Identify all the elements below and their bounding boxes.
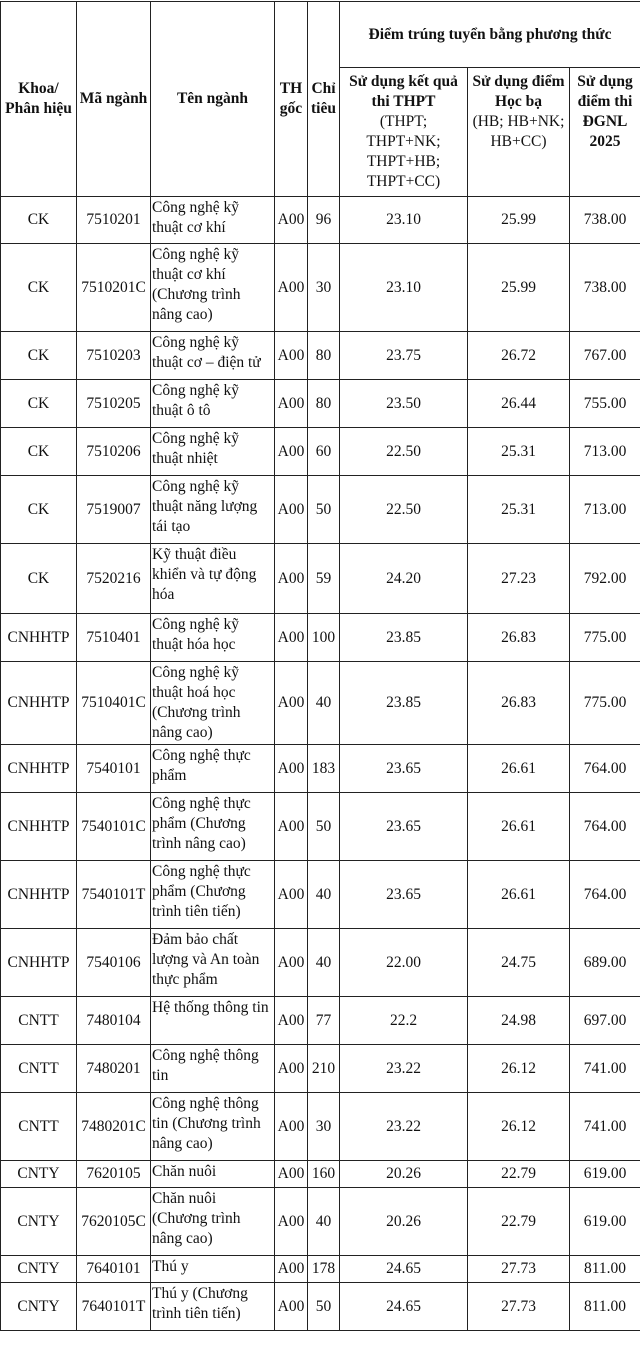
cell-khoa: CNTT bbox=[1, 1093, 77, 1161]
cell-diem-hocba: 25.99 bbox=[468, 197, 570, 244]
col-header-hocba bbox=[468, 68, 570, 197]
table-row bbox=[1, 544, 640, 614]
table-row bbox=[1, 614, 640, 662]
cell-khoa: CNHHTP bbox=[1, 929, 77, 997]
cell-diem-hocba: 26.83 bbox=[468, 662, 570, 745]
cell-diem-hocba: 24.98 bbox=[468, 997, 570, 1045]
cell-diem-dgnl: 775.00 bbox=[570, 662, 640, 745]
table-row bbox=[1, 428, 640, 476]
cell-khoa: CNTY bbox=[1, 1283, 77, 1331]
cell-diem-dgnl: 689.00 bbox=[570, 929, 640, 997]
cell-ma-nganh: 7480104 bbox=[77, 997, 151, 1045]
cell-chi-tieu: 40 bbox=[308, 861, 340, 929]
cell-diem-hocba: 25.99 bbox=[468, 244, 570, 332]
cell-diem-thpt: 23.75 bbox=[340, 332, 468, 380]
cell-khoa: CK bbox=[1, 544, 77, 614]
cell-th-goc: A00 bbox=[275, 1093, 308, 1161]
cell-ten-nganh: Kỹ thuật điều khiển và tự động hóa bbox=[151, 544, 275, 614]
cell-ma-nganh: 7480201 bbox=[77, 1045, 151, 1093]
cell-th-goc: A00 bbox=[275, 380, 308, 428]
cell-diem-thpt: 23.10 bbox=[340, 244, 468, 332]
cell-chi-tieu: 100 bbox=[308, 614, 340, 662]
hocba-title: Sử dụng điểm Học bạ bbox=[470, 72, 567, 112]
cell-ma-nganh: 7510401 bbox=[77, 614, 151, 662]
cell-chi-tieu: 60 bbox=[308, 428, 340, 476]
cell-diem-dgnl: 764.00 bbox=[570, 861, 640, 929]
cell-ten-nganh: Công nghệ kỹ thuật cơ – điện tử bbox=[151, 332, 275, 380]
cell-diem-thpt: 23.50 bbox=[340, 380, 468, 428]
cell-khoa: CNHHTP bbox=[1, 745, 77, 793]
cell-diem-thpt: 22.00 bbox=[340, 929, 468, 997]
cell-diem-hocba: 26.44 bbox=[468, 380, 570, 428]
cell-khoa: CNHHTP bbox=[1, 662, 77, 745]
cell-diem-thpt: 23.65 bbox=[340, 793, 468, 861]
cell-diem-hocba: 26.72 bbox=[468, 332, 570, 380]
cell-khoa: CK bbox=[1, 197, 77, 244]
cell-ma-nganh: 7620105C bbox=[77, 1188, 151, 1256]
cell-th-goc: A00 bbox=[275, 544, 308, 614]
cell-ma-nganh: 7640101T bbox=[77, 1283, 151, 1331]
cell-chi-tieu: 30 bbox=[308, 1093, 340, 1161]
cell-diem-thpt: 23.85 bbox=[340, 662, 468, 745]
table-row bbox=[1, 1283, 640, 1331]
cell-diem-dgnl: 764.00 bbox=[570, 745, 640, 793]
cell-khoa: CK bbox=[1, 244, 77, 332]
cell-chi-tieu: 40 bbox=[308, 662, 340, 745]
cell-ma-nganh: 7620105 bbox=[77, 1161, 151, 1188]
cell-diem-hocba: 22.79 bbox=[468, 1161, 570, 1188]
cell-khoa: CNTY bbox=[1, 1256, 77, 1283]
cell-th-goc: A00 bbox=[275, 1045, 308, 1093]
table-row bbox=[1, 662, 640, 745]
cell-khoa: CNTY bbox=[1, 1161, 77, 1188]
cell-diem-dgnl: 738.00 bbox=[570, 197, 640, 244]
cell-th-goc: A00 bbox=[275, 745, 308, 793]
cell-th-goc: A00 bbox=[275, 1161, 308, 1188]
cell-diem-hocba: 26.61 bbox=[468, 793, 570, 861]
cell-khoa: CNHHTP bbox=[1, 861, 77, 929]
cell-th-goc: A00 bbox=[275, 662, 308, 745]
cell-diem-thpt: 22.50 bbox=[340, 428, 468, 476]
cell-diem-hocba: 26.61 bbox=[468, 861, 570, 929]
table-row bbox=[1, 745, 640, 793]
cell-th-goc: A00 bbox=[275, 1256, 308, 1283]
cell-th-goc: A00 bbox=[275, 476, 308, 544]
cell-diem-dgnl: 764.00 bbox=[570, 793, 640, 861]
table-row bbox=[1, 1256, 640, 1283]
cell-ten-nganh: Công nghệ kỹ thuật ô tô bbox=[151, 380, 275, 428]
cell-diem-thpt: 24.20 bbox=[340, 544, 468, 614]
cell-diem-dgnl: 697.00 bbox=[570, 997, 640, 1045]
cell-ten-nganh: Đảm bảo chất lượng và An toàn thực phẩm bbox=[151, 929, 275, 997]
col-header-chi-tieu: Chỉ tiêu bbox=[308, 2, 340, 197]
cell-chi-tieu: 77 bbox=[308, 997, 340, 1045]
table-row bbox=[1, 929, 640, 997]
cell-diem-dgnl: 741.00 bbox=[570, 1045, 640, 1093]
cell-diem-dgnl: 713.00 bbox=[570, 428, 640, 476]
col-header-ma-nganh: Mã ngành bbox=[77, 2, 151, 197]
cell-ma-nganh: 7510205 bbox=[77, 380, 151, 428]
cell-ten-nganh: Thú y bbox=[151, 1256, 275, 1283]
cell-diem-dgnl: 792.00 bbox=[570, 544, 640, 614]
cell-khoa: CNHHTP bbox=[1, 793, 77, 861]
cell-chi-tieu: 59 bbox=[308, 544, 340, 614]
cell-chi-tieu: 210 bbox=[308, 1045, 340, 1093]
col-header-th-goc: TH gốc bbox=[275, 2, 308, 197]
cell-diem-thpt: 23.22 bbox=[340, 1093, 468, 1161]
cell-ten-nganh: Công nghệ thực phẩm bbox=[151, 745, 275, 793]
cell-ma-nganh: 7519007 bbox=[77, 476, 151, 544]
cell-diem-dgnl: 741.00 bbox=[570, 1093, 640, 1161]
table-row bbox=[1, 1161, 640, 1188]
cell-ten-nganh: Công nghệ kỹ thuật cơ khí (Chương trình nâng cao) bbox=[151, 244, 275, 332]
cell-ma-nganh: 7640101 bbox=[77, 1256, 151, 1283]
cell-diem-hocba: 26.12 bbox=[468, 1045, 570, 1093]
cell-th-goc: A00 bbox=[275, 428, 308, 476]
table-row bbox=[1, 244, 640, 332]
cell-th-goc: A00 bbox=[275, 614, 308, 662]
table-row bbox=[1, 997, 640, 1045]
cell-ma-nganh: 7540101 bbox=[77, 745, 151, 793]
dgnl-title: Sử dụng điểm thi ĐGNL 2025 bbox=[572, 72, 638, 152]
cell-diem-thpt: 24.65 bbox=[340, 1283, 468, 1331]
cell-ma-nganh: 7510401C bbox=[77, 662, 151, 745]
table-row bbox=[1, 380, 640, 428]
cell-ten-nganh: Công nghệ kỹ thuật năng lượng tái tạo bbox=[151, 476, 275, 544]
cell-ten-nganh: Công nghệ thông tin (Chương trình nâng cao) bbox=[151, 1093, 275, 1161]
cell-chi-tieu: 50 bbox=[308, 476, 340, 544]
cell-diem-thpt: 23.85 bbox=[340, 614, 468, 662]
cell-chi-tieu: 50 bbox=[308, 793, 340, 861]
cell-th-goc: A00 bbox=[275, 861, 308, 929]
cell-diem-thpt: 20.26 bbox=[340, 1161, 468, 1188]
col-header-diem-trung-tuyen: Điểm trúng tuyển bằng phương thức bbox=[340, 2, 640, 68]
cell-ten-nganh: Công nghệ kỹ thuật hoá học (Chương trình nâng cao) bbox=[151, 662, 275, 745]
cell-diem-thpt: 23.10 bbox=[340, 197, 468, 244]
cell-diem-hocba: 22.79 bbox=[468, 1188, 570, 1256]
cell-ten-nganh: Chăn nuôi (Chương trình nâng cao) bbox=[151, 1188, 275, 1256]
table-row bbox=[1, 1093, 640, 1161]
cell-ten-nganh: Chăn nuôi bbox=[151, 1161, 275, 1188]
table-row bbox=[1, 197, 640, 244]
col-header-thpt bbox=[340, 68, 468, 197]
thpt-title: Sử dụng kết quả thi THPT bbox=[342, 72, 465, 112]
table-row bbox=[1, 1045, 640, 1093]
cell-diem-thpt: 22.50 bbox=[340, 476, 468, 544]
cell-th-goc: A00 bbox=[275, 929, 308, 997]
cell-khoa: CNHHTP bbox=[1, 614, 77, 662]
cell-ma-nganh: 7510201C bbox=[77, 244, 151, 332]
cell-ten-nganh: Công nghệ kỹ thuật nhiệt bbox=[151, 428, 275, 476]
thpt-note: (THPT; THPT+NK; THPT+HB; THPT+CC) bbox=[342, 112, 465, 192]
cell-diem-hocba: 26.61 bbox=[468, 745, 570, 793]
cell-diem-dgnl: 775.00 bbox=[570, 614, 640, 662]
cell-diem-dgnl: 738.00 bbox=[570, 244, 640, 332]
table-row bbox=[1, 793, 640, 861]
cell-ten-nganh: Công nghệ kỹ thuật cơ khí bbox=[151, 197, 275, 244]
cell-ten-nganh: Thú y (Chương trình tiên tiến) bbox=[151, 1283, 275, 1331]
cell-diem-thpt: 23.22 bbox=[340, 1045, 468, 1093]
cell-ma-nganh: 7520216 bbox=[77, 544, 151, 614]
cell-diem-dgnl: 811.00 bbox=[570, 1283, 640, 1331]
header-row bbox=[1, 2, 640, 68]
cell-ma-nganh: 7480201C bbox=[77, 1093, 151, 1161]
cell-diem-thpt: 20.26 bbox=[340, 1188, 468, 1256]
cell-diem-hocba: 24.75 bbox=[468, 929, 570, 997]
cell-diem-dgnl: 619.00 bbox=[570, 1188, 640, 1256]
table-row bbox=[1, 476, 640, 544]
cell-chi-tieu: 80 bbox=[308, 380, 340, 428]
cell-diem-dgnl: 811.00 bbox=[570, 1256, 640, 1283]
cell-ma-nganh: 7540101T bbox=[77, 861, 151, 929]
cell-diem-hocba: 26.83 bbox=[468, 614, 570, 662]
cell-diem-hocba: 25.31 bbox=[468, 428, 570, 476]
cell-diem-thpt: 23.65 bbox=[340, 745, 468, 793]
cell-ma-nganh: 7540106 bbox=[77, 929, 151, 997]
table-row bbox=[1, 1188, 640, 1256]
cell-khoa: CK bbox=[1, 380, 77, 428]
cell-khoa: CNTY bbox=[1, 1188, 77, 1256]
cell-diem-hocba: 27.73 bbox=[468, 1283, 570, 1331]
cell-khoa: CNTT bbox=[1, 997, 77, 1045]
cell-ma-nganh: 7510203 bbox=[77, 332, 151, 380]
cell-th-goc: A00 bbox=[275, 997, 308, 1045]
cell-diem-dgnl: 713.00 bbox=[570, 476, 640, 544]
cell-diem-thpt: 23.65 bbox=[340, 861, 468, 929]
cell-ten-nganh: Công nghệ thực phẩm (Chương trình nâng cao) bbox=[151, 793, 275, 861]
col-header-khoa: Khoa/ Phân hiệu bbox=[1, 2, 77, 197]
cell-th-goc: A00 bbox=[275, 332, 308, 380]
cell-ten-nganh: Công nghệ thông tin bbox=[151, 1045, 275, 1093]
admission-scores-table bbox=[0, 1, 640, 1331]
col-header-dgnl bbox=[570, 68, 640, 197]
cell-chi-tieu: 178 bbox=[308, 1256, 340, 1283]
cell-diem-hocba: 27.73 bbox=[468, 1256, 570, 1283]
cell-diem-hocba: 27.23 bbox=[468, 544, 570, 614]
cell-th-goc: A00 bbox=[275, 1188, 308, 1256]
cell-diem-thpt: 22.2 bbox=[340, 997, 468, 1045]
cell-chi-tieu: 80 bbox=[308, 332, 340, 380]
table-row bbox=[1, 332, 640, 380]
cell-th-goc: A00 bbox=[275, 1283, 308, 1331]
cell-diem-dgnl: 619.00 bbox=[570, 1161, 640, 1188]
cell-chi-tieu: 160 bbox=[308, 1161, 340, 1188]
cell-th-goc: A00 bbox=[275, 793, 308, 861]
col-header-ten-nganh: Tên ngành bbox=[151, 2, 275, 197]
hocba-note: (HB; HB+NK; HB+CC) bbox=[470, 112, 567, 152]
cell-diem-hocba: 26.12 bbox=[468, 1093, 570, 1161]
cell-ten-nganh: Công nghệ thực phẩm (Chương trình tiên tiến) bbox=[151, 861, 275, 929]
cell-khoa: CNTT bbox=[1, 1045, 77, 1093]
cell-ten-nganh: Hệ thống thông tin bbox=[151, 997, 275, 1045]
cell-th-goc: A00 bbox=[275, 244, 308, 332]
cell-ma-nganh: 7540101C bbox=[77, 793, 151, 861]
cell-diem-dgnl: 767.00 bbox=[570, 332, 640, 380]
cell-khoa: CK bbox=[1, 332, 77, 380]
cell-ma-nganh: 7510206 bbox=[77, 428, 151, 476]
cell-ma-nganh: 7510201 bbox=[77, 197, 151, 244]
cell-chi-tieu: 50 bbox=[308, 1283, 340, 1331]
cell-chi-tieu: 40 bbox=[308, 929, 340, 997]
cell-chi-tieu: 40 bbox=[308, 1188, 340, 1256]
cell-diem-dgnl: 755.00 bbox=[570, 380, 640, 428]
cell-chi-tieu: 183 bbox=[308, 745, 340, 793]
cell-diem-hocba: 25.31 bbox=[468, 476, 570, 544]
cell-diem-thpt: 24.65 bbox=[340, 1256, 468, 1283]
cell-khoa: CK bbox=[1, 428, 77, 476]
cell-khoa: CK bbox=[1, 476, 77, 544]
cell-chi-tieu: 96 bbox=[308, 197, 340, 244]
cell-ten-nganh: Công nghệ kỹ thuật hóa học bbox=[151, 614, 275, 662]
cell-th-goc: A00 bbox=[275, 197, 308, 244]
table-row bbox=[1, 861, 640, 929]
cell-chi-tieu: 30 bbox=[308, 244, 340, 332]
